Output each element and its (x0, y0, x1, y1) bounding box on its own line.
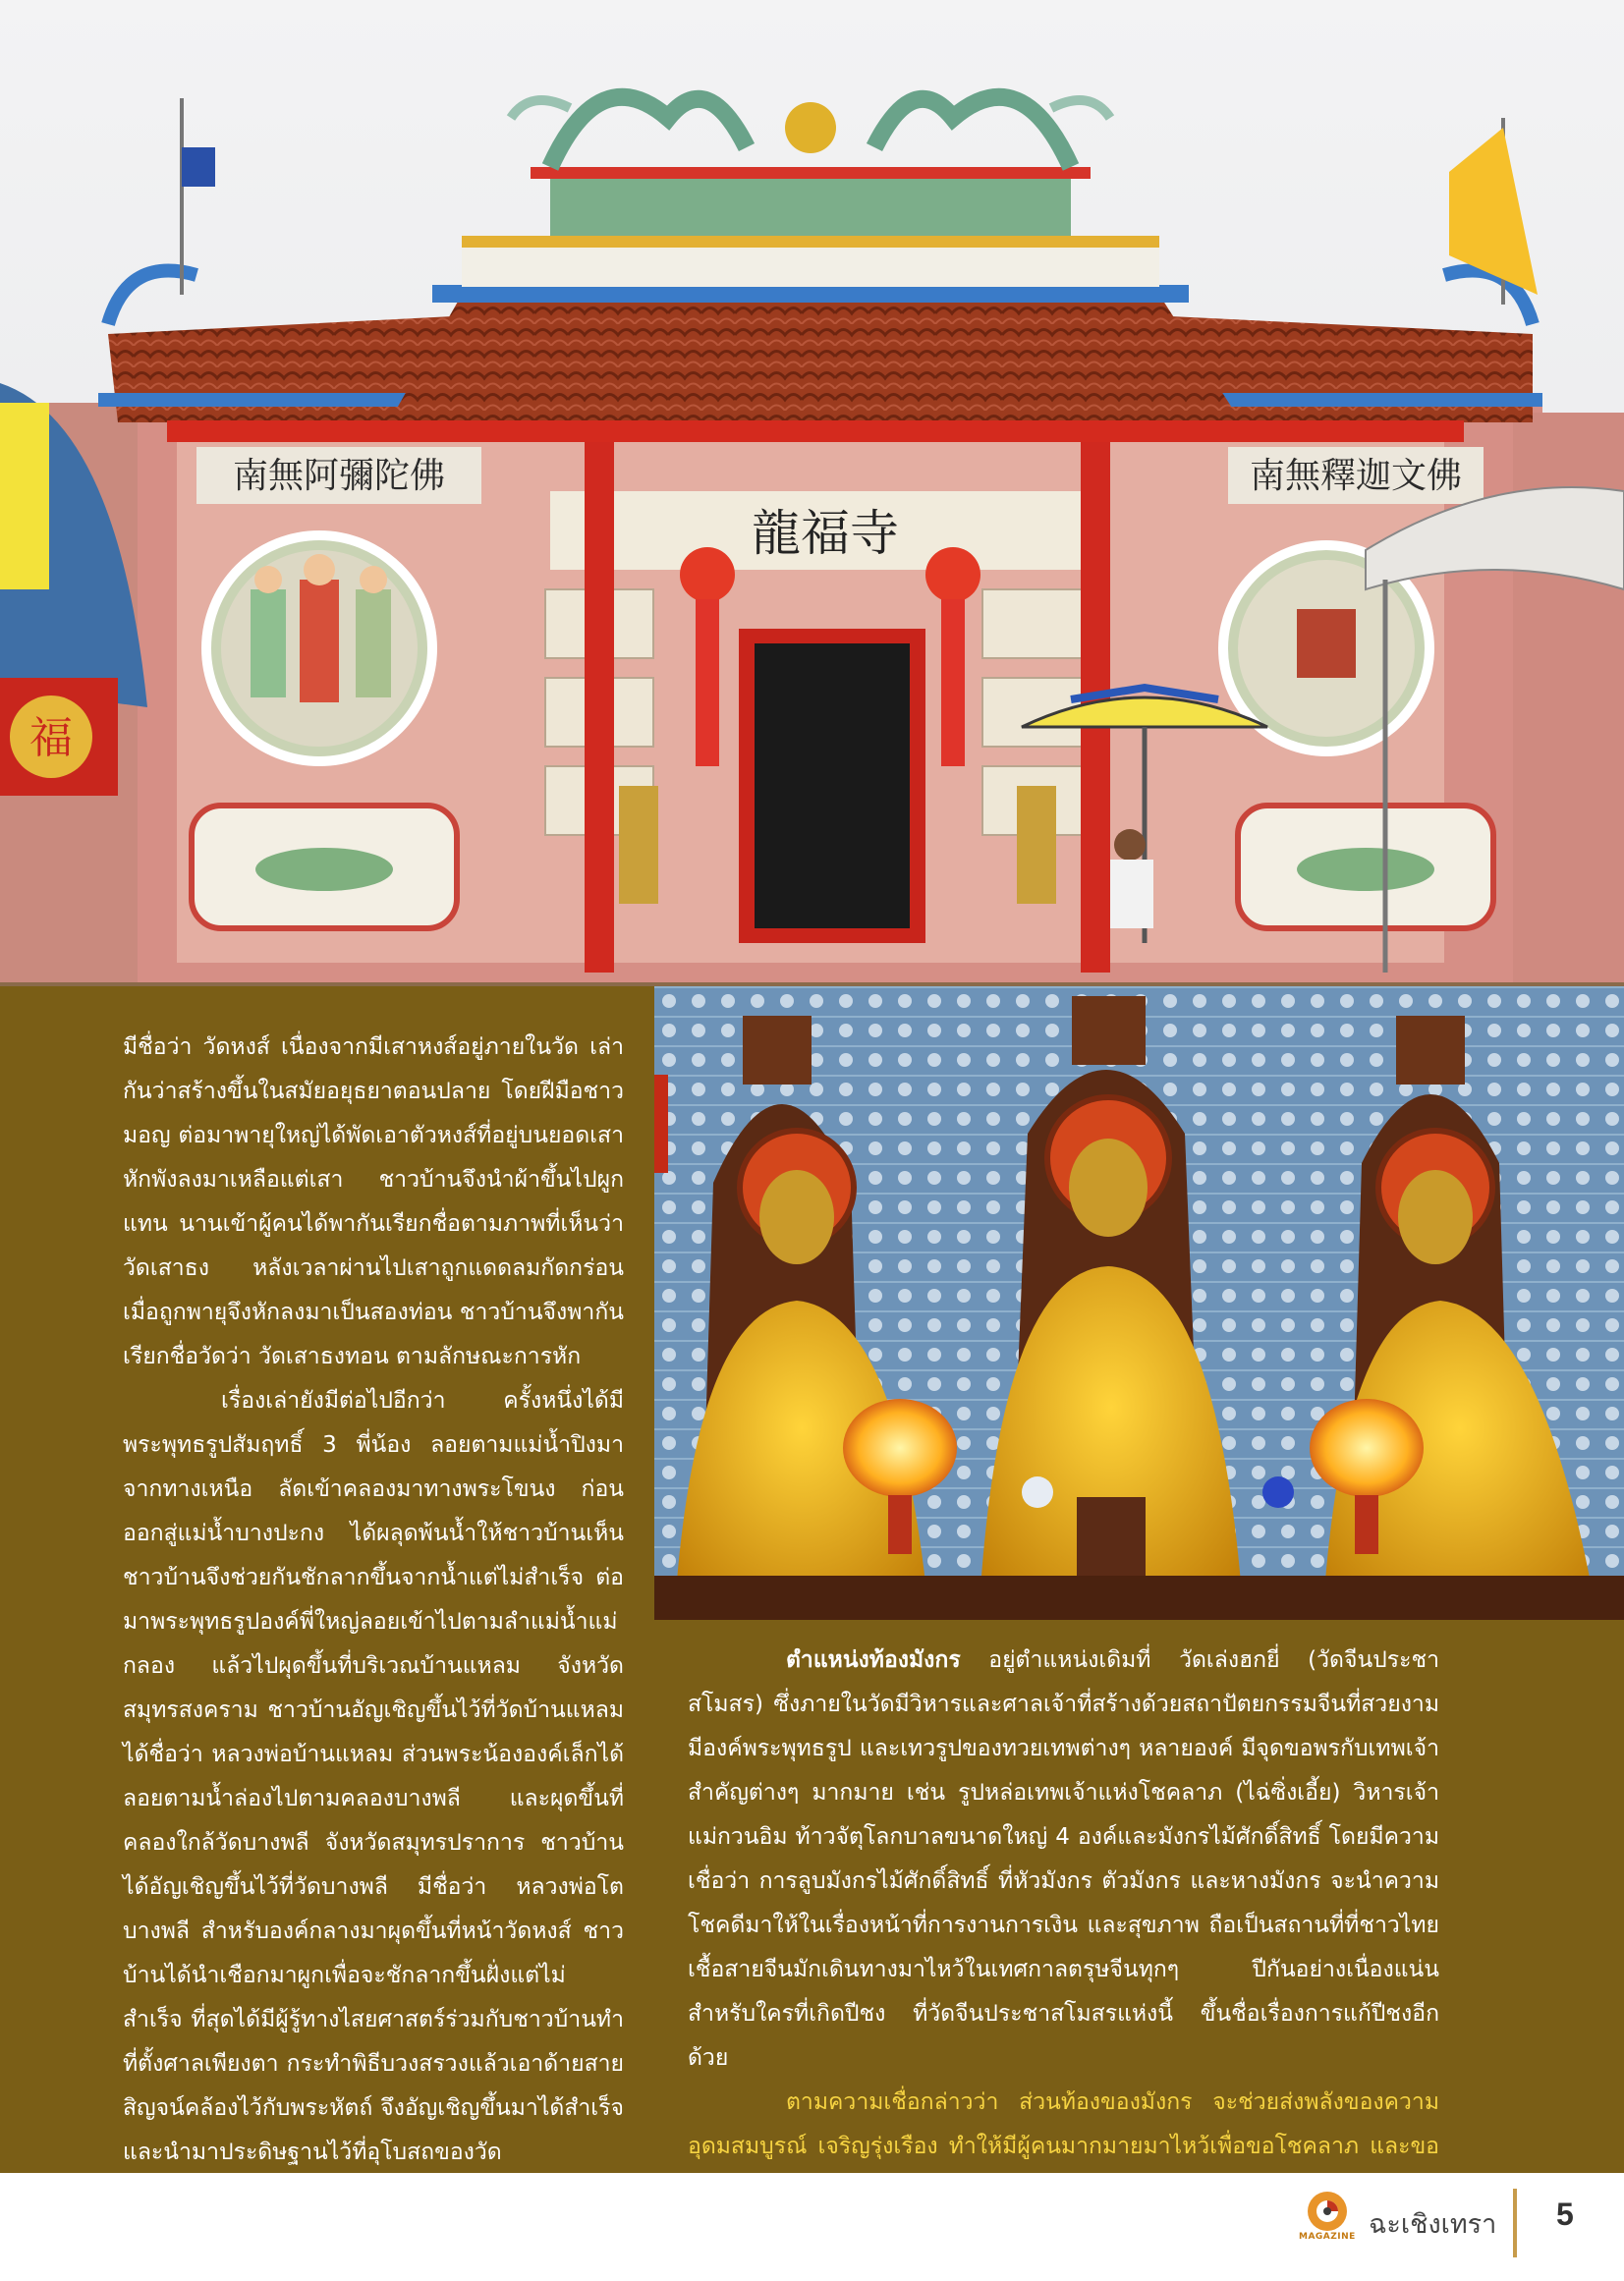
right-column (688, 1639, 1439, 2213)
svg-text:南無阿彌陀佛: 南無阿彌陀佛 (232, 456, 446, 496)
footer-divider (1513, 2189, 1517, 2257)
article-band (0, 986, 1624, 2173)
left-paragraph-1: มีชื่อว่า วัดหงส์ เนื่องจากมีเสาหงส์อยู่ภายในวัด เล่ากันว่าสร้างขึ้นในสมัยอยุธยาตอนปลาย โดยฝีมือชาวมอญ ต่อมาพายุใหญ่ได้พัดเอาตัวหงส์ที่อยู่บนยอดเสาหักพังลงมาเหลือแต่เสา ชาวบ้านจึงนำผ้าขึ้นไปผูกแทน นานเข้าผู้คนได้พากันเรียกชื่อตามภาพที่เห็นว่า วัดเสาธง หลังเวลาผ่านไปเสาถูกแดดลมกัดกร่อน เมื่อถูกพายุจึงหักลงมาเป็นสองท่อน ชาวบ้านจึงพากันเรียกชื่อวัดว่า วัดเสาธงทอน ตามลักษณะการหัก (123, 1034, 624, 1369)
temple-illustration (0, 0, 1624, 986)
magazine-logo-icon (1305, 2189, 1350, 2234)
page-footer (0, 2173, 1624, 2281)
buddha-illustration (654, 986, 1624, 1620)
page-number: 5 (1556, 2197, 1574, 2232)
svg-text:福: 福 (29, 713, 73, 763)
temple-photo (0, 0, 1624, 986)
buddha-photo (654, 986, 1624, 1620)
right-paragraph-1-text: อยู่ตำแหน่งเดิมที่ วัดเล่งฮกยี่ (วัดจีนประชาสโมสร) ซึ่งภายในวัดมีวิหารและศาลเจ้าที่สร้างด้วยสถาปัตยกรรมจีนที่สวยงาม มีองค์พระพุทธรูป และเทวรูปของทวยเทพต่างๆ หลายองค์ มีจุดขอพรกับเทพเจ้าสำคัญต่างๆ มากมาย เช่น รูปหล่อเทพเจ้าแห่งโชคลาภ (ไฉ่ซิ่งเอี้ย) วิหารเจ้าแม่กวนอิม ท้าวจัตุโลกบาลขนาดใหญ่ 4 องค์และมังกรไม้ศักดิ์สิทธิ์ โดยมีความเชื่อว่า การลูบมังกรไม้ศักดิ์สิทธิ์ ที่หัวมังกร ตัวมังกร และหางมังกร จะนำความโชคดีมาให้ในเรื่องหน้าที่การงานการเงิน และสุขภาพ ถือเป็นสถานที่ที่ชาวไทยเชื้อสายจีนมักเดินทางมาไหว้ในเทศกาลตรุษจีนทุกๆ ปีกันอย่างเนื่องแน่น สำหรับใครที่เกิดปีชง ที่วัดจีนประชาสโมสรแห่งนี้ ขึ้นชื่อเรื่องการแก้ปีชงอีกด้วย (688, 1647, 1439, 2071)
highlight-paragraph: ตามความเชื่อกล่าวว่า ส่วนท้องของมังกร จะช่วยส่งพลังของความอุดมสมบูรณ์ เจริญรุ่งเรือง ทำให้มีผู้คนมากมายมาไหว้เพื่อขอโชคลาภ และขอ (688, 2089, 1439, 2159)
magazine-name: ฉะเชิงเทรา (1369, 2209, 1497, 2240)
svg-text:龍福寺: 龍福寺 (752, 505, 899, 562)
right-paragraph-1 (688, 1639, 1439, 2081)
svg-text:南無釋迦文佛: 南無釋迦文佛 (1249, 456, 1463, 496)
left-paragraph-2: เรื่องเล่ายังมีต่อไปอีกว่า ครั้งหนึ่งได้มีพระพุทธรูปสัมฤทธิ์ 3 พี่น้อง ลอยตามแม่น้ำปิงมาจากทางเหนือ ลัดเข้าคลองมาทางพระโขนง ก่อนออกสู่แม่น้ำบางปะกง ได้ผลุดพ้นน้ำให้ชาวบ้านเห็น ชาวบ้านจึงช่วยกันชักลากขึ้นจากน้ำแต่ไม่สำเร็จ ต่อมาพระพุทธรูปองค์พี่ใหญ่ลอยเข้าไปตามลำแม่น้ำแม่กลอง แล้วไปผุดขึ้นที่บริเวณบ้านแหลม จังหวัดสมุทรสงคราม ชาวบ้านอัญเชิญขึ้นไว้ที่วัดบ้านแหลม ได้ชื่อว่า หลวงพ่อบ้านแหลม ส่วนพระน้ององค์เล็กได้ลอยตามน้ำล่องไปตามคลองบางพลี และผุดขึ้นที่คลองใกล้วัดบางพลี จังหวัดสมุทรปราการ ชาวบ้านได้อัญเชิญขึ้นไว้ที่วัดบางพลี มีชื่อว่า หลวงพ่อโตบางพลี สำหรับองค์กลางมาผุดขึ้นที่หน้าวัดหงส์ ชาวบ้านได้นำเชือกมาผูกเพื่อจะชักลากขึ้นฝั่งแต่ไม่สำเร็จ ที่สุดได้มีผู้รู้ทางไสยศาสตร์ร่วมกับชาวบ้านทำที่ตั้งศาลเพียงตา กระทำพิธีบวงสรวงแล้วเอาด้ายสายสิญจน์คล้องไว้กับพระหัตถ์ จึงอัญเชิญขึ้นมาได้สำเร็จ และนำมาประดิษฐานไว้ที่อุโบสถของวัด (123, 1388, 624, 2165)
left-column (123, 1026, 624, 2175)
logo-wordmark: MAGAZINE (1299, 2232, 1356, 2242)
lead-heading: ตำแหน่งท้องมังกร (786, 1647, 961, 1673)
